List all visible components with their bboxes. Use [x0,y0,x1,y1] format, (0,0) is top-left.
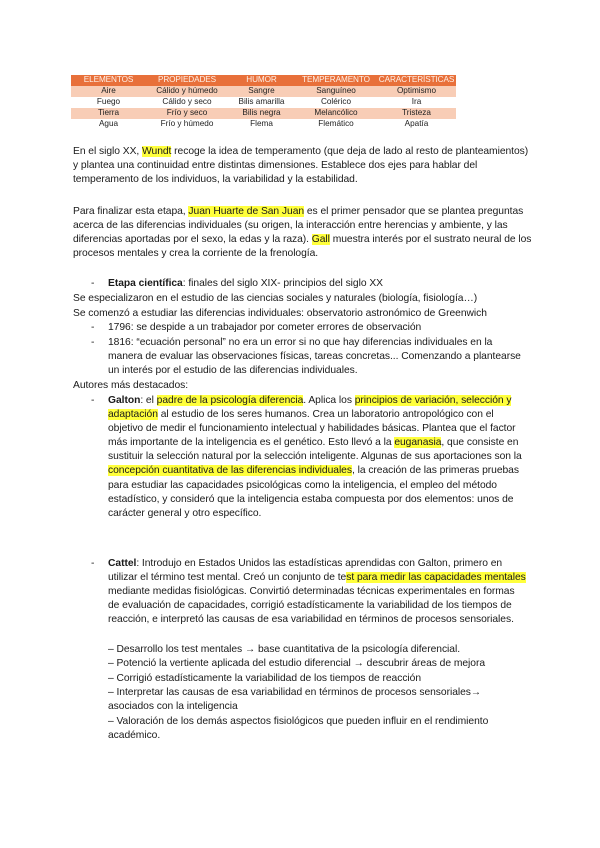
cattel-point: – Valoración de los demás aspectos fisiológicos que pueden influir en el rendimiento académico. [108,716,489,742]
text-run: : Introdujo en Estados Unidos las estadísticas aprendidas con Galton, primero en utilizar el término test mental. Creó un conjunto de te [108,558,503,584]
table-cell: Fuego [71,97,146,108]
table-cell: Sangre [228,86,295,97]
table-row [71,97,456,108]
text-run: muestra interés por el sustrato neural de los procesos mentales y crea la corriente de la frenología. [73,234,532,260]
cattel-point: – Potenció la vertiente aplicada del estudio diferencial → descubrir áreas de mejora [108,658,486,669]
table-cell: Flema [228,119,295,130]
text-run: , la creación de las primeras pruebas para estudiar las capacidades psicológicas como la inteligencia, el empleo del método estadístico, y consideró que la inteligencia estaba compuesta por dos elementos: unos de carácter general y otro específico. [108,465,519,519]
table-row [71,86,456,97]
cattel-point: – Interpretar las causas de esa variabilidad en términos de procesos sensoriales→ asociados con la inteligencia [108,687,482,713]
table-cell: Sanguíneo [295,86,377,97]
text-run: : el [140,395,157,406]
text-run: mediante medidas fisiológicas. Convirtió determinadas técnicas experimentales en formas de evaluación de capacidades, corrigió estadísticamente la variabilidad de los tiempos de reacción, e interpretó las causas de esa variabilidad en términos de procesos sensoriales. [108,586,515,626]
table-cell: Apatía [377,119,456,130]
paragraph-autores: Autores más destacados: [73,380,189,391]
highlight-huarte: Juan Huarte de San Juan [188,206,305,217]
table-cell: Flemático [295,119,377,130]
humors-table [71,75,456,130]
table-row [71,108,456,119]
table-cell: Melancólico [295,108,377,119]
table-cell: Cálido y seco [146,97,228,108]
text-run: Para finalizar esta etapa, [73,206,189,217]
list-dash: - [91,395,95,406]
list-dash: - [91,558,95,569]
text-run: recoge la idea de temperamento (que deja de lado al resto de planteamientos) y plantea una continuidad entre distintas dimensiones. Establece dos ejes para hablar del temperamento de los individuos, la variabilidad y la estabilidad. [73,146,529,186]
table-cell: Agua [71,119,146,130]
table-cell: Cálido y húmedo [146,86,228,97]
highlight: euganasia [394,437,442,449]
highlight: st para medir las capacidades mentales [346,572,526,584]
author-name: Cattel [108,558,137,569]
cattel-point: – Corrigió estadísticamente la variabilidad de los tiempos de reacción [108,673,422,684]
table-header-cell: HUMOR [228,75,295,86]
etapa-cientifica-item [108,277,528,291]
list-dash: - [91,278,95,289]
table-header-cell: PROPIEDADES [146,75,228,86]
cattel-point: – Desarrollo los test mentales → base cuantitativa de la psicología diferencial. [108,644,461,655]
text-run: En el siglo XX, [73,146,143,157]
table-cell: Optimismo [377,86,456,97]
cattel-item [108,557,528,627]
text-run: . Aplica los [303,395,355,406]
paragraph-especializaron: Se especializaron en el estudio de las ciencias sociales y naturales (biología, fisiología…) [73,293,478,304]
highlight: padre de la psicología diferencia [156,395,304,406]
table-cell: Bilis amarilla [228,97,295,108]
table-header-cell: ELEMENTOS [71,75,146,86]
paragraph-comenzo: Se comenzó a estudiar las diferencias individuales: observatorio astronómico de Greenwich [73,308,487,319]
highlight-wundt: Wundt [142,146,172,157]
table-header-row [71,75,456,86]
list-item: 1796: se despide a un trabajador por cometer errores de observación [108,322,422,333]
list-dash: - [91,337,95,348]
text-run: es el primer pensador que se plantea preguntas acerca de las diferencias individuales (su origen, la interacción entre herencias y ambiente, y las diferencias aportadas por el sexo, la edas y la raza). [73,206,524,246]
table-header-cell: CARACTERÍSTICAS [378,75,455,85]
highlight-gall: Gall [311,234,330,246]
list-item: 1816: “ecuación personal” no era un error si no que hay diferencias individuales en la manera de evaluar las observaciones físicas, tareas concretas... Comenzando a plantearse un interés por el estudio de las diferencias individuales. [108,337,521,377]
table-header-cell: TEMPERAMENTO [295,75,377,86]
text-run: , que consiste en sustituir la selección natural por la selección inteligente. Algunas de sus aportaciones son la [108,437,522,463]
highlight: concepción cuantitativa de las diferencias individuales [108,465,352,477]
table-cell: Colérico [295,97,377,108]
table-cell: Aire [71,86,146,97]
list-dash: - [91,322,95,333]
author-name: Galton [108,395,141,406]
table-cell: Tierra [71,108,146,119]
table-cell: Tristeza [377,108,456,119]
table-cell: Frío y seco [146,108,228,119]
table-row [71,119,456,130]
highlight: principios de variación, selección y adaptación [108,395,512,421]
section-title: Etapa científica [108,278,183,289]
galton-item [108,394,528,521]
paragraph-wundt [73,145,533,187]
table-cell: Bilis negra [228,108,295,119]
paragraph-huarte [73,205,533,261]
table-cell: Ira [377,97,456,108]
text-run: al estudio de los seres humanos. Crea un laboratorio antropológico con el objetivo de medir el funcionamiento intelectual y habilidades básicas. Plantea que el factor más importante de la inteligencia es el genético. Esto llevó a la [108,409,516,449]
table-cell: Frío y húmedo [146,119,228,130]
text-run: : finales del siglo XIX- principios del siglo XX [182,278,383,289]
